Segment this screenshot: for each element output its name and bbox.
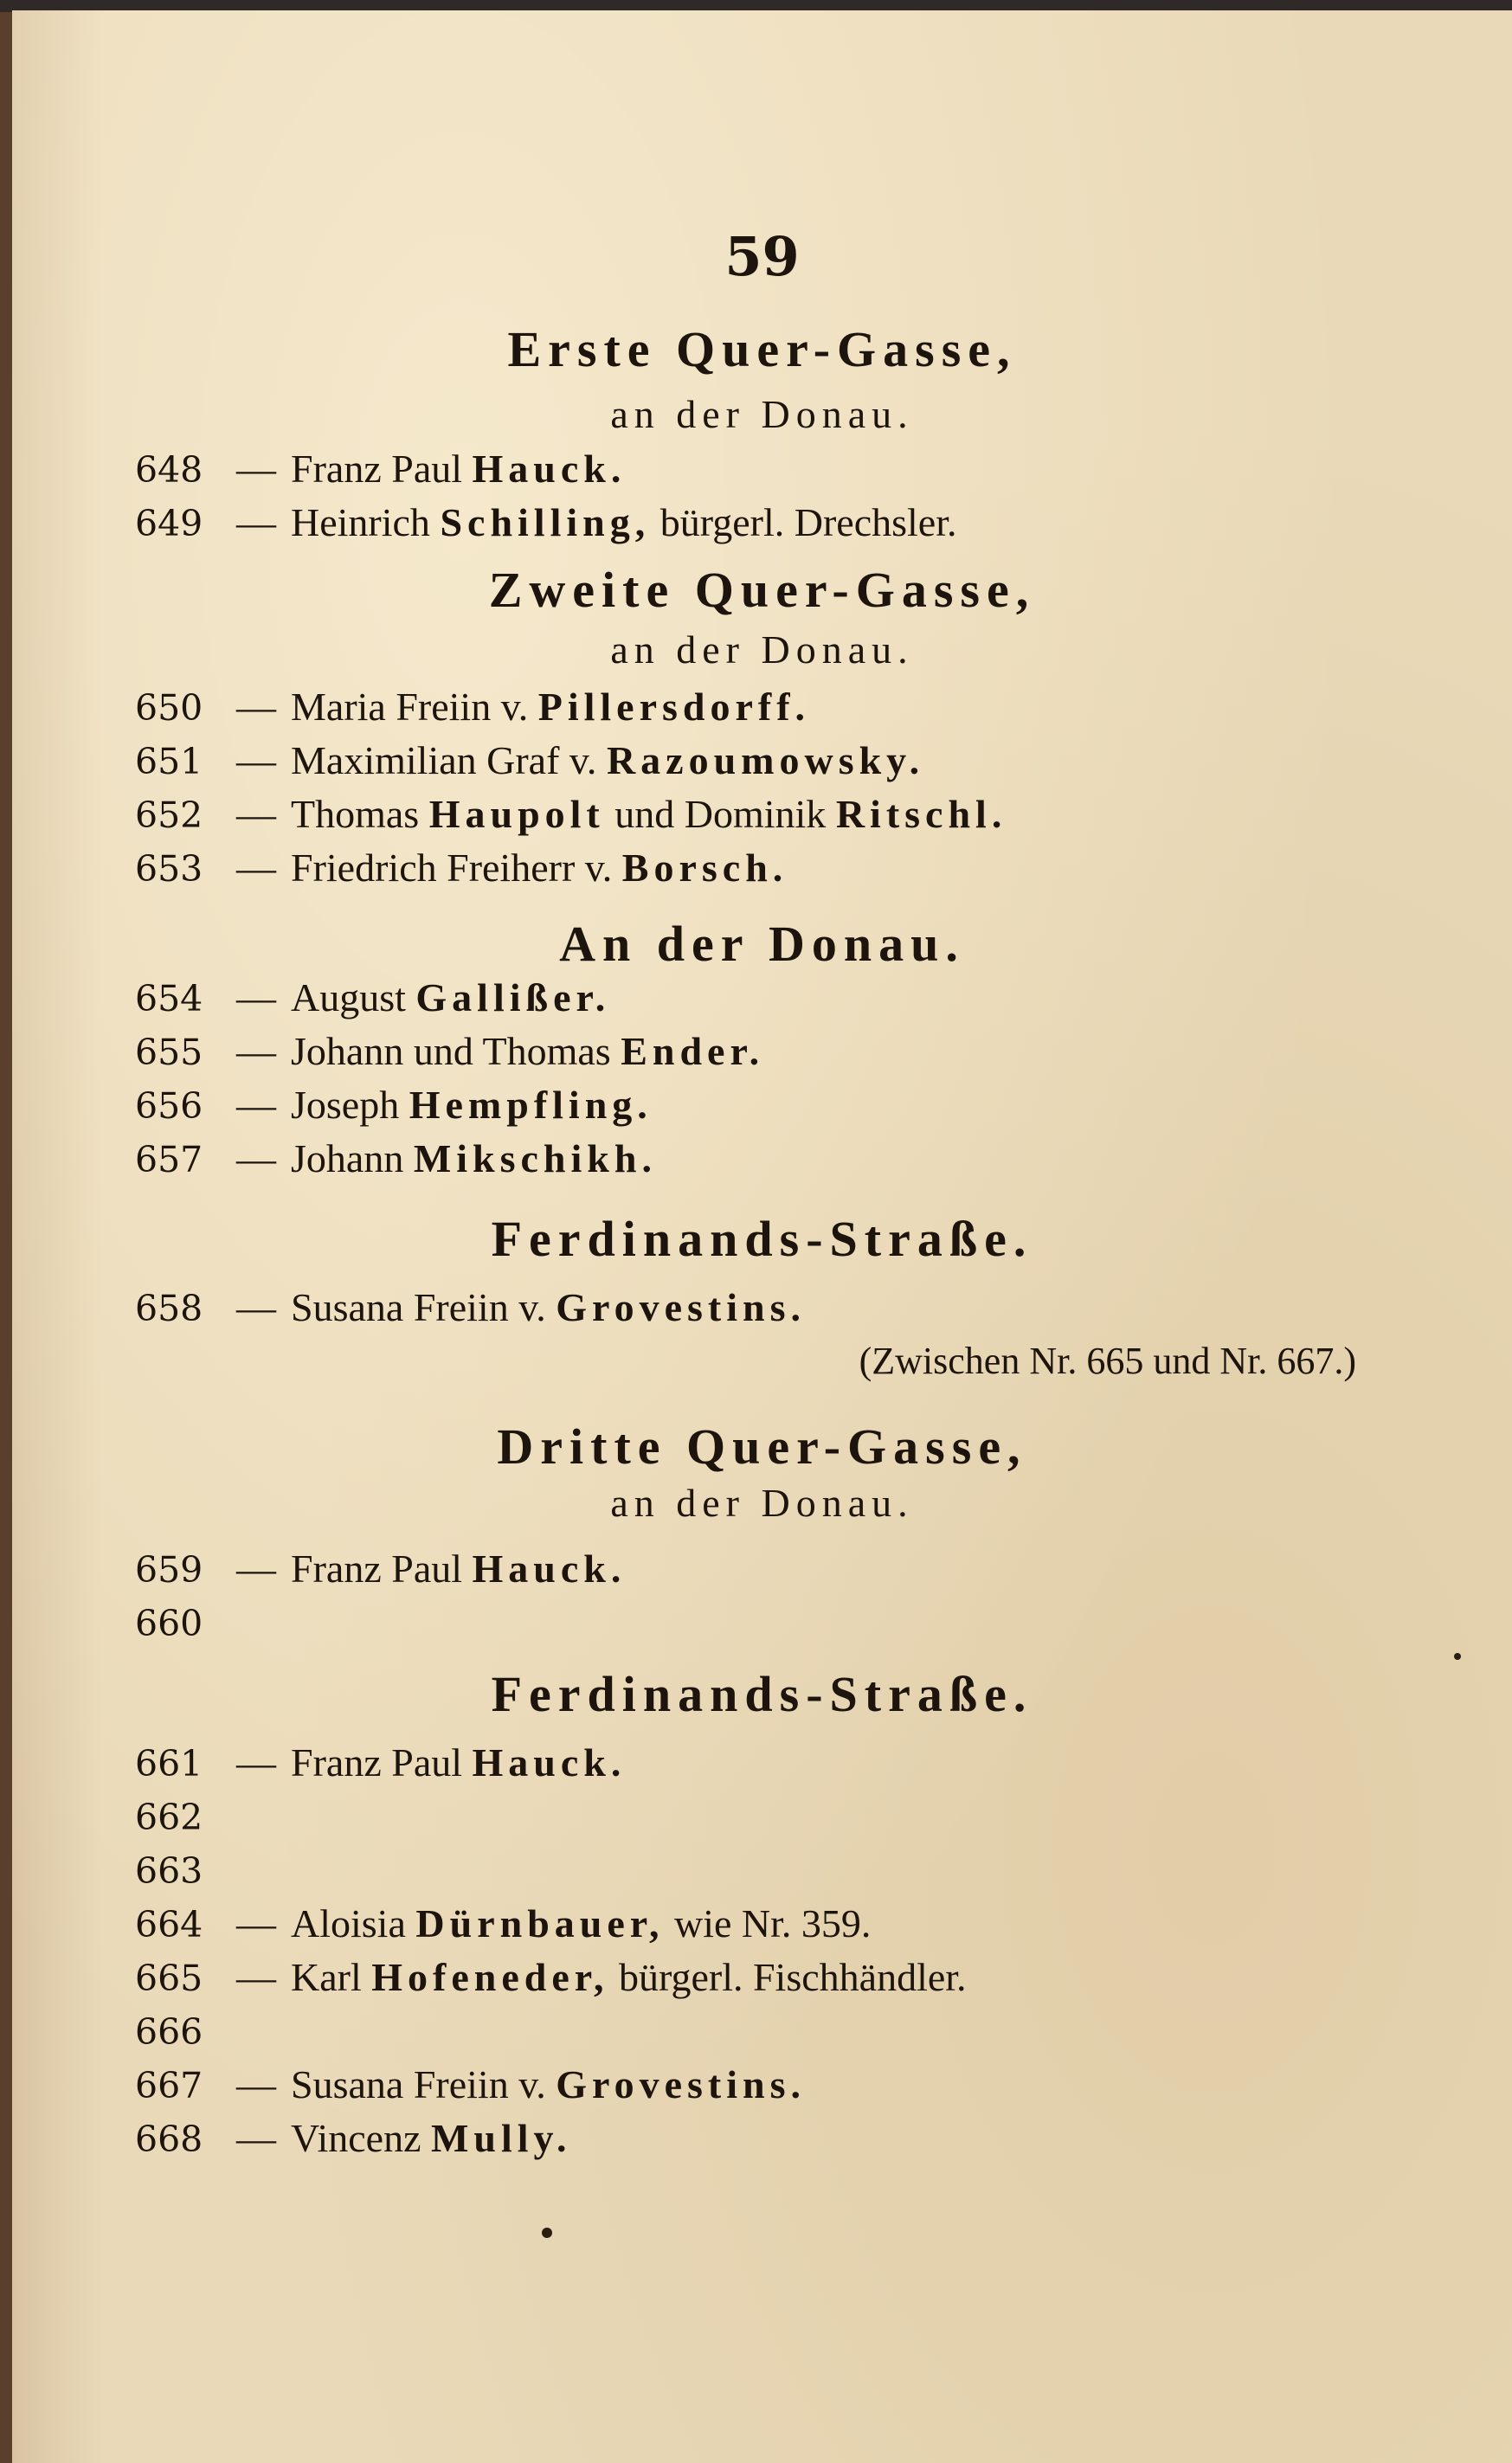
address-entry: 651 — Maximilian Graf v. Razoumowsky.: [135, 738, 925, 782]
house-number: 651: [135, 741, 203, 782]
house-number: 657: [135, 1139, 203, 1180]
ink-speck: [542, 2228, 552, 2238]
entry-text: Friedrich Freiherr v.: [291, 846, 622, 890]
resident-name: Grovestins.: [556, 1285, 806, 1329]
address-entry: [135, 2008, 1416, 2056]
entry-text: Maria Freiin v.: [291, 685, 538, 729]
address-entry: 650 — Maria Freiin v. Pillersdorff.: [135, 685, 811, 729]
section-heading: Zweite Quer-Gasse,: [488, 562, 1036, 618]
house-number: 659: [135, 1549, 203, 1591]
entry-text: Thomas: [291, 792, 429, 836]
address-entry: 653 — Friedrich Freiherr v. Borsch.: [135, 846, 788, 890]
resident-name: Pillersdorff.: [537, 685, 811, 729]
entry-text: Franz Paul: [291, 1547, 473, 1591]
resident-name: Dürnbauer,: [415, 1901, 665, 1945]
entry-text: August: [291, 975, 416, 1019]
resident-name: Haupolt: [428, 792, 605, 836]
entry-text: Susana Freiin v.: [291, 1285, 557, 1329]
section-subtitle: an der Donau.: [610, 627, 914, 672]
resident-name: Hauck.: [472, 1547, 627, 1591]
address-entry: 652 — Thomas Haupolt und Dominik Ritschl.: [135, 792, 1007, 836]
resident-name: Grovestins.: [556, 2062, 806, 2106]
book-page: [12, 10, 1512, 2463]
house-number: 652: [135, 794, 203, 836]
resident-name: Hauck.: [472, 447, 627, 491]
entry-text: Aloisia: [291, 1901, 416, 1945]
address-entry: 658 — Susana Freiin v. Grovestins.: [135, 1285, 806, 1329]
resident-name: Razoumowsky.: [606, 738, 925, 782]
house-number: 668: [135, 2119, 203, 2160]
section-heading: Erste Quer-Gasse,: [507, 321, 1017, 377]
house-number: 653: [135, 848, 203, 890]
address-entry: 668 — Vincenz Mully.: [135, 2116, 572, 2160]
entry-text: Vincenz: [291, 2116, 431, 2160]
entry-text: Maximilian Graf v.: [291, 738, 607, 782]
address-entry: 661 — Franz Paul Hauck.: [135, 1740, 627, 1785]
section-heading: An der Donau.: [559, 916, 965, 972]
entry-text: Heinrich: [291, 500, 441, 544]
address-entry: [135, 1793, 1416, 1842]
address-entry: 648 — Franz Paul Hauck.: [135, 447, 627, 491]
house-number: 650: [135, 687, 203, 729]
resident-name: Hempfling.: [409, 1083, 653, 1127]
entry-text: und Dominik: [604, 792, 836, 836]
section-subtitle: an der Donau.: [610, 1481, 914, 1525]
address-entry: 667 — Susana Freiin v. Grovestins.: [135, 2062, 806, 2106]
ink-speck: [1454, 1653, 1461, 1660]
entry-occupation: bürgerl. Drechsler.: [650, 500, 957, 544]
section-heading: Dritte Quer-Gasse,: [497, 1418, 1027, 1475]
house-number: 649: [135, 503, 203, 544]
house-number: 656: [135, 1085, 203, 1127]
address-entry: 654 — August Gallißer.: [135, 975, 611, 1019]
entry-text: Johann und Thomas: [291, 1029, 621, 1073]
house-number: 667: [135, 2065, 203, 2106]
address-entry: 656 — Joseph Hempfling.: [135, 1083, 653, 1127]
house-number: 663: [135, 1850, 203, 1892]
entry-text: Johann: [291, 1136, 414, 1180]
resident-name: Schilling,: [440, 500, 651, 544]
resident-name: Ender.: [621, 1029, 765, 1073]
house-number: 666: [135, 2011, 203, 2053]
resident-name: Ritschl.: [835, 792, 1007, 836]
address-entry: [135, 1599, 1416, 1648]
resident-name: Gallißer.: [415, 975, 611, 1019]
entry-text: Karl: [291, 1955, 372, 1999]
entry-text: Joseph: [291, 1083, 409, 1127]
house-number: 664: [135, 1904, 203, 1945]
resident-name: Hauck.: [472, 1740, 627, 1785]
location-note: (Zwischen Nr. 665 und Nr. 667.): [859, 1340, 1356, 1382]
resident-name: Hofeneder,: [371, 1955, 609, 1999]
resident-name: Borsch.: [621, 846, 788, 890]
address-entry: 649 — Heinrich Schilling, bürgerl. Drechsler.: [135, 500, 957, 544]
section-heading: Ferdinands-Straße.: [491, 1211, 1033, 1267]
entry-text: Susana Freiin v.: [291, 2062, 557, 2106]
entry-text: Franz Paul: [291, 1740, 473, 1785]
entry-text: wie Nr. 359.: [664, 1901, 872, 1945]
address-entry: 664 — Aloisia Dürnbauer, wie Nr. 359.: [135, 1901, 872, 1945]
entry-occupation: bürgerl. Fischhändler.: [608, 1955, 967, 1999]
resident-name: Mikschikh.: [413, 1136, 657, 1180]
house-number: 660: [135, 1603, 203, 1644]
resident-name: Mully.: [431, 2116, 572, 2160]
page-number: 59: [724, 225, 800, 288]
house-number: 662: [135, 1797, 203, 1838]
house-number: 648: [135, 449, 203, 491]
address-entry: [135, 1847, 1416, 1895]
house-number: 661: [135, 1743, 203, 1785]
address-entry: 665 — Karl Hofeneder, bürgerl. Fischhändler.: [135, 1955, 967, 1999]
house-number: 654: [135, 978, 203, 1019]
section-heading: Ferdinands-Straße.: [491, 1666, 1033, 1722]
section-subtitle: an der Donau.: [610, 392, 914, 436]
house-number: 658: [135, 1288, 203, 1329]
address-entry: 659 — Franz Paul Hauck.: [135, 1547, 627, 1591]
house-number: 665: [135, 1958, 203, 1999]
entry-text: Franz Paul: [291, 447, 473, 491]
address-entry: 657 — Johann Mikschikh.: [135, 1136, 657, 1180]
house-number: 655: [135, 1032, 203, 1073]
address-entry: 655 — Johann und Thomas Ender.: [135, 1029, 765, 1073]
